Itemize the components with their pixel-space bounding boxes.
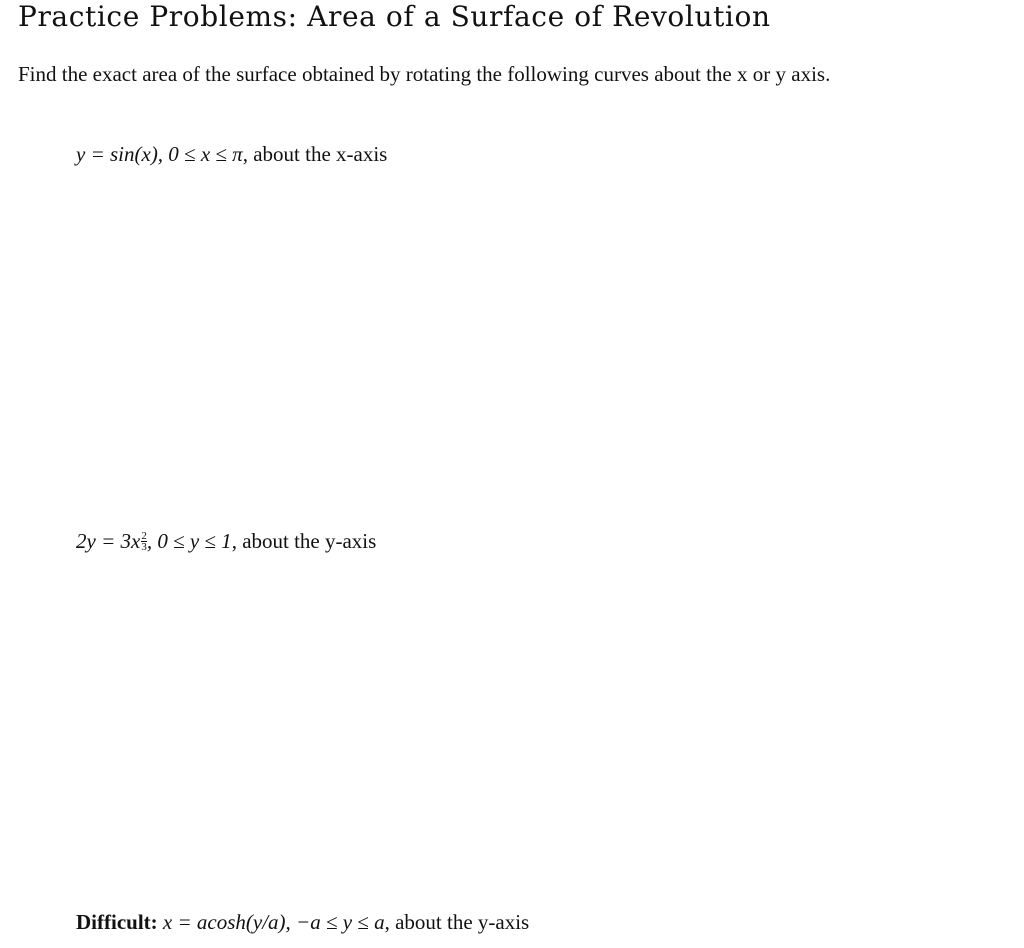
problem-2 <box>76 529 376 554</box>
problem-2-range: , 0 ≤ y ≤ 1 <box>146 529 232 553</box>
difficulty-label: Difficult: <box>76 910 158 934</box>
problem-3 <box>76 910 529 935</box>
problem-1-equation: y = sin(x), 0 ≤ x ≤ π <box>76 142 243 166</box>
problem-2-axis: , about the y-axis <box>231 529 377 553</box>
instructions: Find the exact area of the surface obtained by rotating the following curves about the x or y axis. <box>18 62 831 86</box>
exponent-denominator: 3 <box>141 541 147 553</box>
problem-1 <box>76 142 387 167</box>
page-title: Practice Problems: Area of a Surface of Revolution <box>18 0 771 33</box>
problem-2-equation: 2y = 3x <box>76 529 141 553</box>
problem-3-axis: , about the y-axis <box>384 910 530 934</box>
problem-3-equation: x = acosh(y/a), −a ≤ y ≤ a <box>162 910 385 934</box>
exponent-numerator: 2 <box>141 530 147 542</box>
problem-1-axis: , about the x-axis <box>242 142 388 166</box>
